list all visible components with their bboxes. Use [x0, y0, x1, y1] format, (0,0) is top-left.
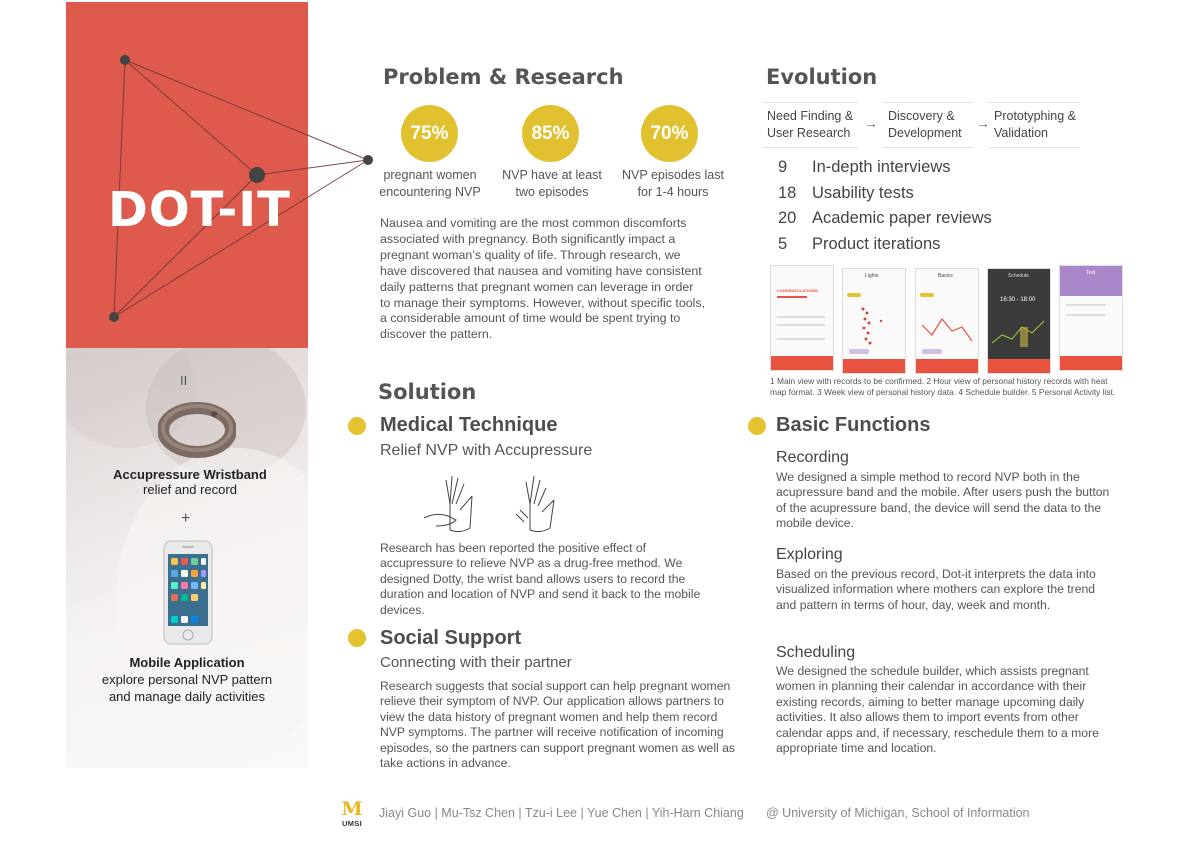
stat-label-line: NVP episodes last: [622, 168, 724, 182]
metric-row: [778, 181, 992, 207]
app-screen-schedule: [987, 268, 1051, 374]
stat-label-line: encountering NVP: [379, 185, 481, 199]
plus-sign: +: [181, 510, 191, 527]
metric-row: [778, 206, 992, 232]
function-title: Recording: [776, 449, 849, 466]
brand-title: DOT-IT: [108, 182, 291, 238]
screen-text: Basics: [938, 273, 953, 279]
function-body: We designed a simple method to record NVP both in the acupressure band and the mobile. After users push the button of the acupressure band, the device will send the data to the mobile device.: [776, 470, 1110, 531]
problem-body: Nausea and vomiting are the most common discomforts associated with pregnancy. Both significantly impact a pregnant woman’s quality of life. Through research, we have discovered that nausea and vomiting have consistent daily patterns that pregnant women can leverage in order to manage their symptoms. However, without specific tools, a considerable amount of time would be spent trying to discover the pattern.: [380, 216, 706, 342]
node-dot: [363, 155, 373, 165]
stat-label-line: pregnant women: [383, 168, 477, 182]
evolution-heading: Evolution: [766, 65, 878, 89]
metrics-list: [778, 155, 992, 257]
logo-text: UMSI: [342, 819, 362, 828]
node-dot: [109, 312, 119, 322]
arrow-right-icon: →: [864, 115, 878, 131]
stat-label-line: for 1-4 hours: [637, 185, 709, 199]
mobile-title: Mobile Application: [129, 655, 245, 670]
stat-label-1: [360, 167, 500, 201]
metric-row: [778, 155, 992, 181]
evo-step-2: [882, 102, 974, 148]
evo-step-line: Prototyphing &: [994, 109, 1076, 123]
metric-label: Product iterations: [812, 234, 941, 253]
wristband-subtitle: relief and record: [143, 482, 237, 497]
app-screen-activities: [1059, 265, 1123, 371]
screens-caption: 1 Main view with records to be confirmed. 2 Hour view of personal history records with heat map format. 3 Week view of personal history data. 4 Schedule builder. 5 Personal Activity list.: [770, 376, 1116, 397]
bullet-dot: [748, 417, 766, 435]
basic-title: Basic Functions: [776, 414, 931, 436]
app-screen-week: [915, 268, 979, 374]
metric-number: 18: [778, 183, 797, 202]
accupressure-hands-illustration: [420, 470, 580, 536]
solution-heading: Solution: [378, 380, 477, 404]
node-dot: [249, 167, 265, 183]
screen-text: Lights: [865, 273, 879, 279]
node-dot: [120, 55, 130, 65]
evo-step-line: User Research: [767, 126, 851, 140]
screen-text: Test: [1086, 270, 1096, 276]
app-screen-hour: [842, 268, 906, 374]
metric-number: 20: [778, 209, 797, 227]
evo-step-line: Development: [888, 126, 962, 140]
problem-heading: Problem & Research: [383, 65, 624, 89]
iphone-image: [163, 540, 213, 645]
function-body: Based on the previous record, Dot-it interprets the data into visualized information where mothers can explore the trend and pattern in terms of hour, day, week and month.: [776, 567, 1096, 612]
mobile-line1: explore personal NVP pattern: [101, 672, 273, 687]
mobile-line2: and manage daily activities: [108, 689, 266, 704]
evo-step-line: Validation: [994, 126, 1048, 140]
medical-title: Medical Technique: [380, 414, 558, 436]
social-subtitle: Connecting with their partner: [380, 654, 572, 671]
evo-step-3: [988, 102, 1080, 148]
stat-label-line: two episodes: [515, 185, 589, 199]
stat-circle-2: 85%: [522, 105, 579, 162]
stat-circle-3: 70%: [641, 105, 698, 162]
function-body: We designed the schedule builder, which assists pregnant women in planning their calendar in accordance with their existing records, aiming to better manage upcoming daily activities. It also allows them to import events from other calendar apps and, if necessary, reschedule them to a more appropriate time and location.: [776, 664, 1099, 756]
social-body: Research suggests that social support can help pregnant women relieve their symptom of NVP. Our application allows partners to view the data history of pregnant women and help them record NVP symptoms. The partner will receive notification of incoming episodes, so the partners can support pregnant women as well as take actions in advance.: [380, 679, 735, 771]
bullet-dot: [348, 417, 366, 435]
footer-affiliation: @ University of Michigan, School of Information: [766, 806, 1030, 820]
screen-text: CONGRATULATIONS!: [777, 288, 819, 293]
medical-subtitle: Relief NVP with Accupressure: [380, 442, 593, 459]
stat-circle-1: 75%: [401, 105, 458, 162]
metric-label: Usability tests: [812, 183, 914, 202]
stat-label-2: [482, 167, 622, 201]
screen-time: 16:30 - 18:00: [1000, 297, 1036, 303]
bullet-dot: [348, 629, 366, 647]
screen-text: Schedule: [1008, 273, 1029, 279]
pause-glyph: II: [180, 373, 188, 388]
evo-step-line: Need Finding &: [767, 109, 854, 123]
app-screen-main: [770, 265, 834, 371]
umsi-logo: [340, 798, 364, 830]
footer-authors: Jiayi Guo | Mu-Tsz Chen | Tzu-i Lee | Yue Chen | Yih-Harn Chiang: [379, 806, 744, 820]
function-title: Scheduling: [776, 644, 856, 661]
logo-m: M: [341, 798, 363, 820]
arrow-right-icon: →: [976, 115, 990, 131]
evo-step-1: [762, 102, 858, 148]
social-title: Social Support: [380, 627, 522, 649]
wristband-image: [158, 398, 236, 460]
mobile-caption: [66, 654, 308, 705]
stat-label-3: [603, 167, 743, 201]
metric-label: In-depth interviews: [812, 158, 951, 176]
medical-body: Research has been reported the positive effect of accupressure to relieve NVP as a drug-free method. We designed Dotty, the wrist band allows users to record the duration and location of NVP and send it back to the mobile devices.: [380, 541, 701, 617]
evo-step-line: Discovery &: [888, 109, 955, 123]
stat-label-line: NVP have at least: [502, 168, 602, 182]
metric-row: [778, 232, 992, 258]
function-title: Exploring: [776, 546, 843, 563]
metric-label: Academic paper reviews: [812, 209, 992, 227]
wristband-title: Accupressure Wristband: [113, 467, 267, 482]
dot-network-graphic: [0, 0, 380, 350]
metric-number: 9: [778, 158, 788, 176]
metric-number: 5: [778, 234, 788, 253]
wristband-caption: [66, 467, 314, 497]
